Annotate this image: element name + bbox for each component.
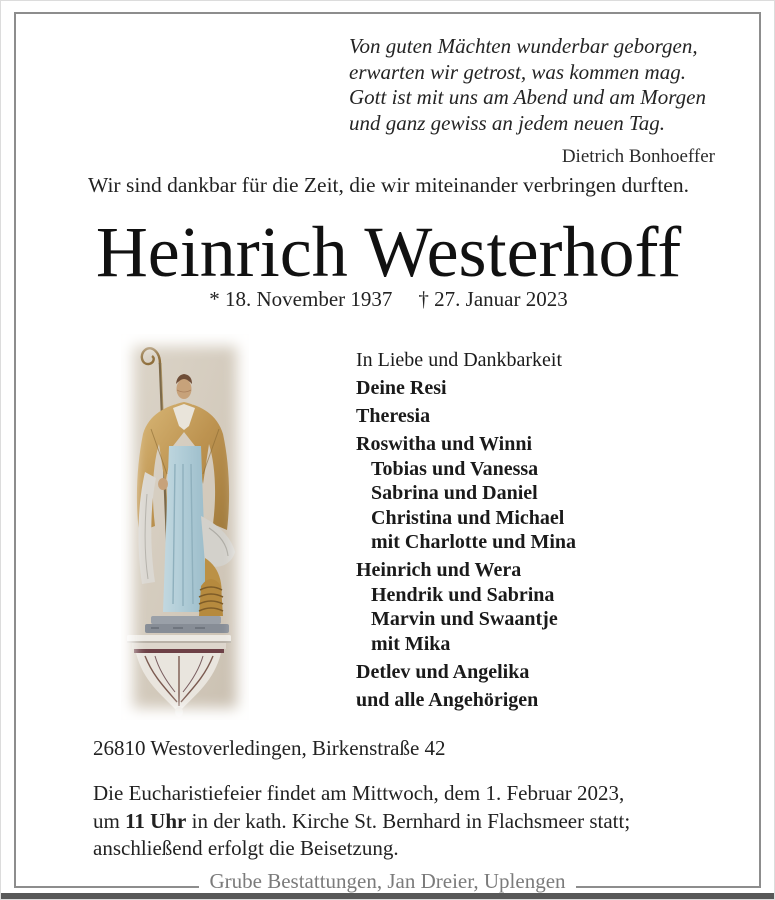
- condolence-intro: In Liebe und Dankbarkeit: [356, 349, 563, 371]
- footer-border-left: [14, 886, 199, 888]
- funeral-time-pre: um: [93, 808, 126, 833]
- condolence-line: Sabrina und Daniel: [371, 482, 538, 504]
- condolence-line: Deine Resi: [356, 377, 447, 399]
- quote-line: Von guten Mächten wunderbar geborgen,: [349, 34, 698, 58]
- death-date: † 27. Januar 2023: [418, 287, 568, 311]
- condolence-line: Hendrik und Sabrina: [371, 583, 555, 606]
- condolence-line: Marvin und Swaantje: [371, 608, 558, 630]
- condolence-line: Christina und Michael: [371, 506, 565, 529]
- quote-block: [349, 34, 731, 170]
- funeral-home-name: Grube Bestattungen, Jan Dreier, Uplengen: [209, 869, 566, 893]
- gratitude-line: Wir sind dankbar für die Zeit, die wir miteinander verbringen durften.: [88, 173, 689, 197]
- deceased-name: Heinrich Westerhoff: [95, 212, 682, 292]
- condolence-line: Detlev und Angelika: [356, 660, 530, 683]
- funeral-notice: [93, 780, 630, 863]
- condolence-line: mit Mika: [371, 632, 451, 655]
- condolence-line: Theresia: [356, 405, 431, 427]
- scan-edge: [1, 893, 774, 899]
- quote-line: und ganz gewiss an jedem neuen Tag.: [349, 110, 665, 135]
- condolence-line: Roswitha und Winni: [356, 433, 533, 455]
- funeral-notice-line: Die Eucharistiefeier findet am Mittwoch, dem 1. Februar 2023,: [93, 781, 625, 805]
- funeral-time: 11 Uhr: [125, 808, 187, 833]
- home-address: 26810 Westoverledingen, Birkenstraße 42: [93, 736, 446, 760]
- saint-statue-photo: [121, 334, 249, 720]
- footer-border-right: [576, 886, 761, 888]
- quote-line: Gott ist mit uns am Abend und am Morgen: [349, 85, 706, 109]
- condolence-line: Heinrich und Wera: [356, 559, 522, 581]
- funeral-time-post: in der kath. Kirche St. Bernhard in Flachsmeer statt;: [186, 808, 631, 833]
- quote-line: erwarten wir getrost, was kommen mag.: [349, 59, 686, 84]
- life-dates: [1, 287, 775, 312]
- birth-date: * 18. November 1937: [209, 287, 393, 311]
- funeral-notice-line: [93, 808, 630, 836]
- funeral-notice-line: anschließend erfolgt die Beisetzung.: [93, 836, 399, 860]
- funeral-home-footer: [14, 868, 761, 894]
- condolence-line: und alle Angehörigen: [356, 688, 539, 711]
- condolence-line: Tobias und Vanessa: [371, 457, 539, 480]
- quote-attribution: Dietrich Bonhoeffer: [561, 146, 715, 167]
- condolence-list: [356, 348, 576, 712]
- condolence-line: mit Charlotte und Mina: [371, 531, 576, 553]
